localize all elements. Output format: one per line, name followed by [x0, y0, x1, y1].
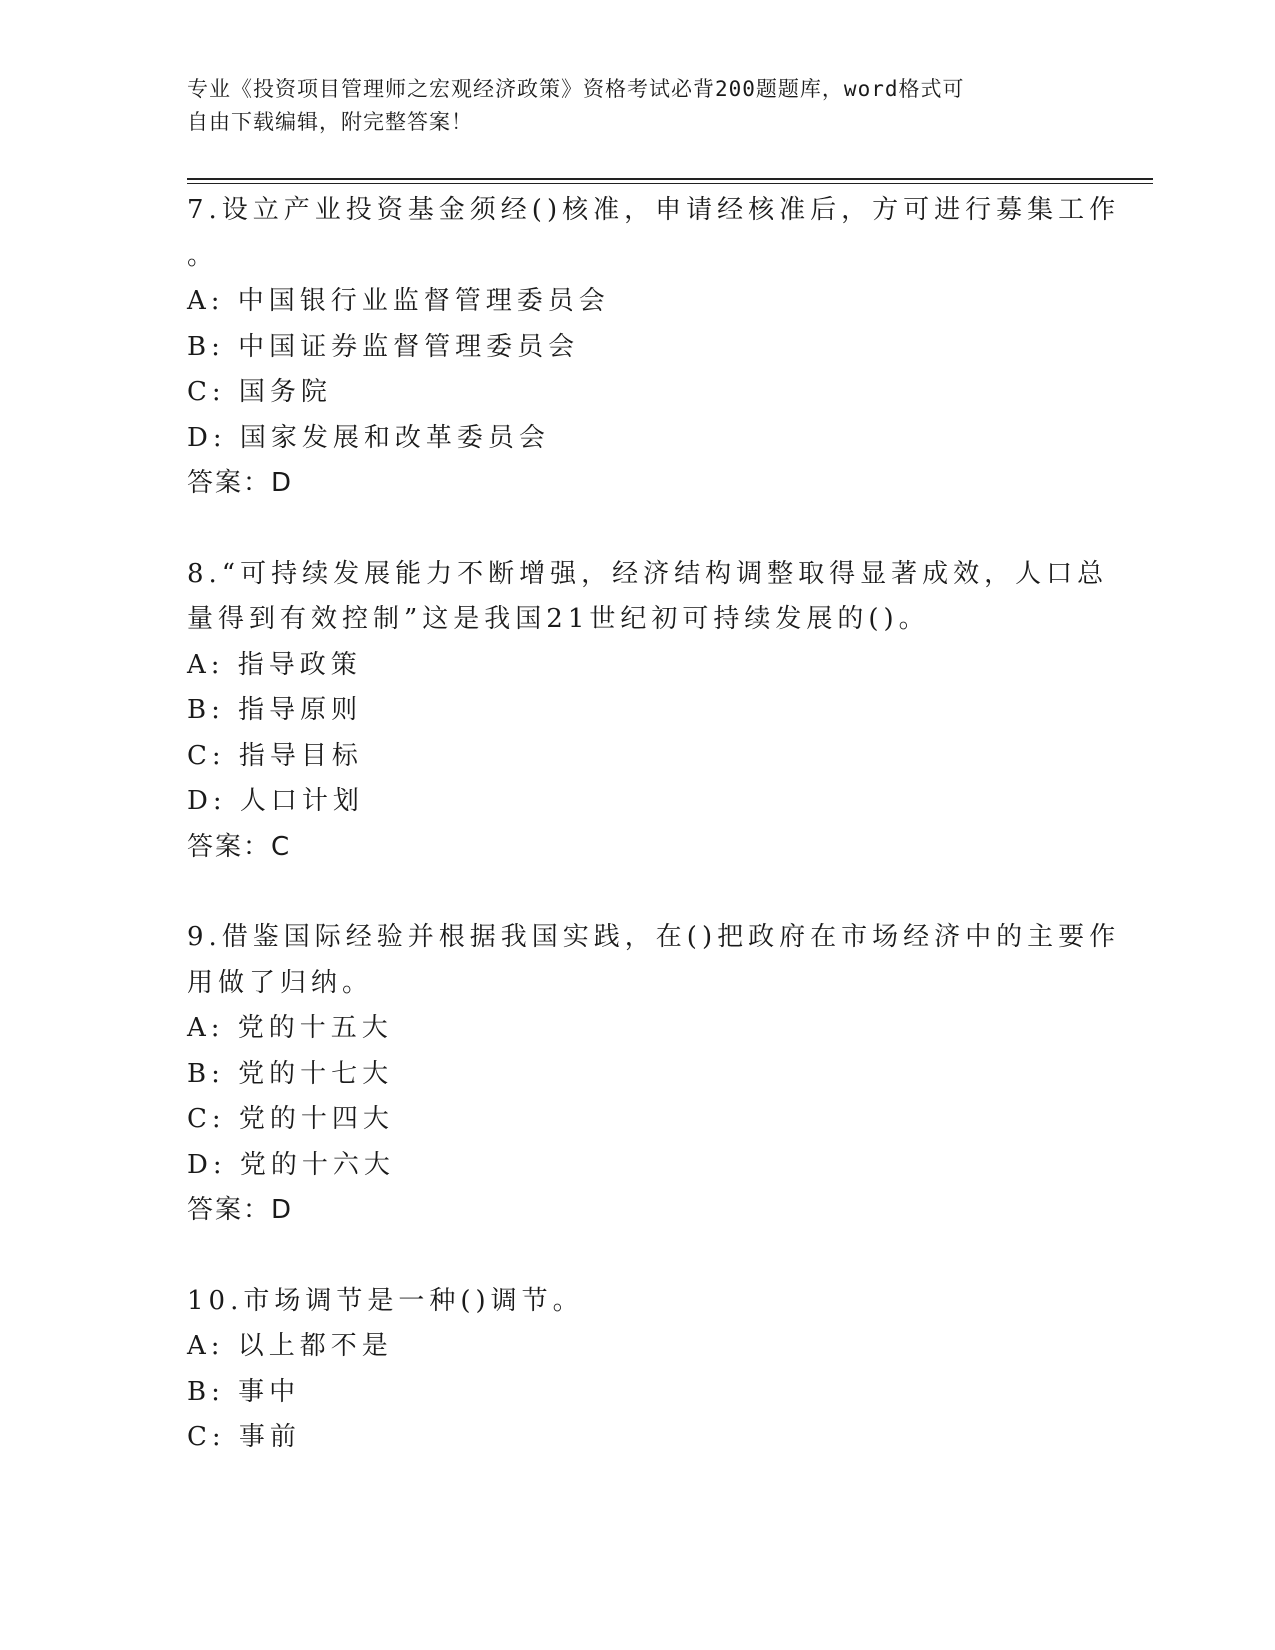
question-8-stem-line-2: 量得到有效控制”这是我国21世纪初可持续发展的()。 — [187, 604, 930, 634]
question-list — [187, 188, 1121, 1461]
question-10 — [187, 1279, 1087, 1461]
question-8-option-a: A: 指导政策 — [187, 649, 362, 680]
question-7-option-b: B: 中国证券监督管理委员会 — [187, 331, 580, 362]
document-header — [187, 73, 1067, 139]
question-7 — [187, 188, 1121, 507]
question-9-option-c: C: 党的十四大 — [187, 1104, 394, 1134]
header-line-1: 专业《投资项目管理师之宏观经济政策》资格考试必背200题题库，word格式可 — [187, 77, 965, 101]
question-8-option-c: C: 指导目标 — [187, 740, 363, 771]
question-9-option-d: D: 党的十六大 — [187, 1149, 395, 1180]
question-7-option-d: D: 国家发展和改革委员会 — [187, 422, 550, 453]
question-7-option-c: C: 国务院 — [187, 377, 332, 407]
question-8-stem-line-1: 8.“可持续发展能力不断增强，经济结构调整取得显著成效，人口总 — [187, 558, 1109, 589]
question-10-option-b: B: 事中 — [187, 1376, 301, 1407]
question-9-stem-line-1: 9.借鉴国际经验并根据我国实践，在()把政府在市场经济中的主要作 — [187, 922, 1121, 952]
question-9-answer: 答案：D — [187, 1195, 294, 1225]
question-9-option-b: B: 党的十七大 — [187, 1058, 394, 1089]
header-line-2: 自由下载编辑，附完整答案！ — [187, 110, 473, 134]
question-8-option-b: B: 指导原则 — [187, 695, 363, 725]
question-8 — [187, 552, 1109, 871]
header-divider-thick — [187, 178, 1153, 180]
question-7-stem-line-1: 7.设立产业投资基金须经()核准，申请经核准后，方可进行募集工作 — [187, 195, 1121, 225]
question-7-answer: 答案：D — [187, 468, 294, 498]
question-7-stem-line-2: 。 — [187, 240, 219, 271]
question-9 — [187, 915, 1121, 1234]
question-10-option-c: C: 事前 — [187, 1422, 301, 1452]
question-9-option-a: A: 党的十五大 — [187, 1013, 393, 1043]
question-9-stem-line-2: 用做了归纳。 — [187, 967, 374, 998]
question-10-option-a: A: 以上都不是 — [187, 1331, 393, 1361]
question-7-option-a: A: 中国银行业监督管理委员会 — [187, 286, 610, 316]
question-10-stem-line-1: 10.市场调节是一种()调节。 — [187, 1285, 584, 1316]
question-8-option-d: D: 人口计划 — [187, 786, 364, 816]
header-divider-thin — [187, 183, 1153, 184]
question-8-answer: 答案：C — [187, 831, 292, 862]
